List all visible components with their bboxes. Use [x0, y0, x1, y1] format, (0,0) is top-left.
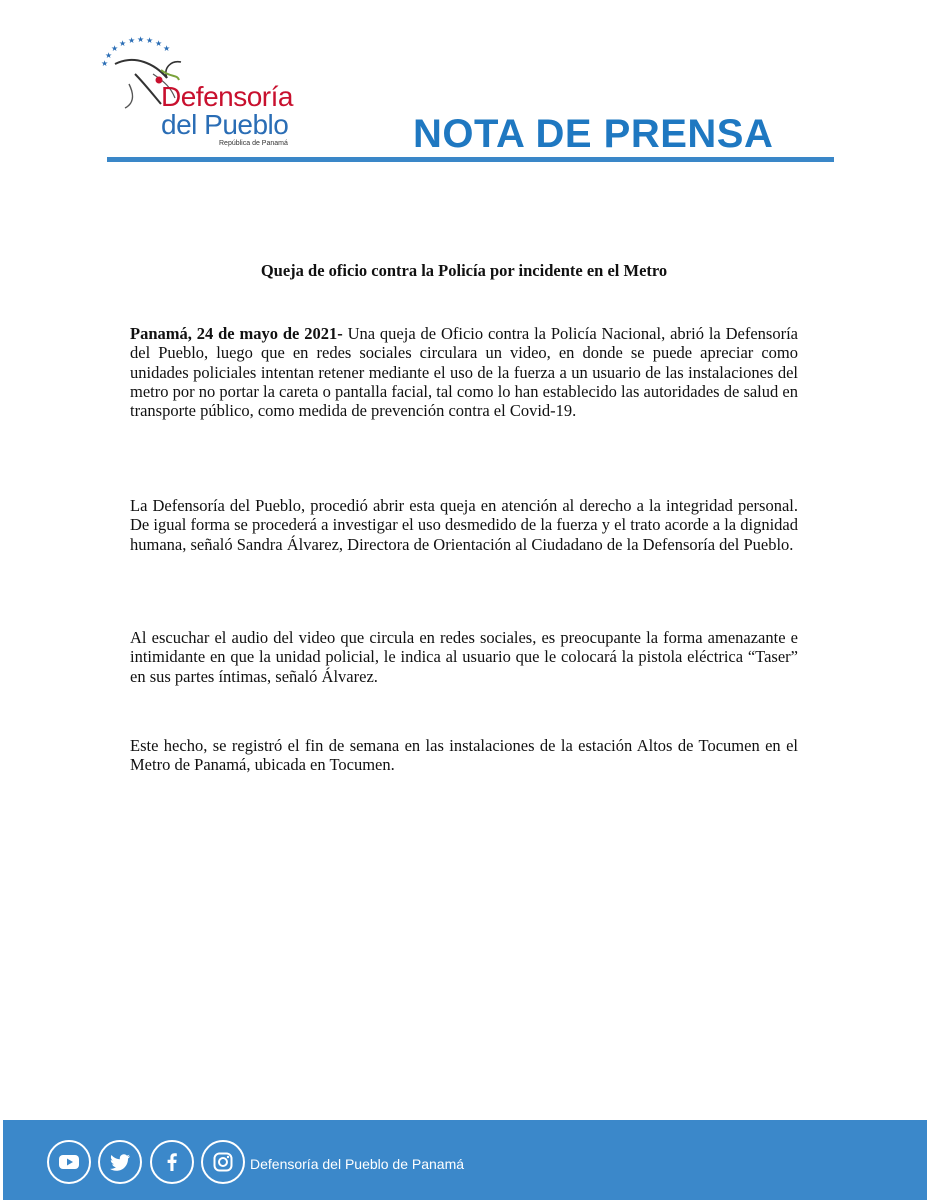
- instagram-icon[interactable]: [201, 1140, 245, 1184]
- svg-text:★: ★: [155, 39, 163, 48]
- svg-text:★: ★: [101, 59, 109, 68]
- footer-organization-name: Defensoría del Pueblo de Panamá: [250, 1156, 465, 1172]
- article-headline: Queja de oficio contra la Policía por incidente en el Metro: [260, 261, 668, 280]
- twitter-icon[interactable]: [98, 1140, 142, 1184]
- svg-text:★: ★: [163, 44, 171, 53]
- dateline: Panamá, 24 de mayo de 2021-: [130, 324, 343, 343]
- article-paragraph-2: La Defensoría del Pueblo, procedió abrir esta queja en atención al derecho a la integridad personal. De igual forma se procederá a investigar el uso desmedido de la fuerza y el trato acorde a la dignidad humana, señaló Sandra Álvarez, Directora de Orientación al Ciudadano de la Defensoría del Pueblo.: [130, 496, 798, 554]
- paragraph-1-text: Una queja de Oficio contra la Policía Nacional, abrió la Defensoría del Pueblo, luego que en redes sociales circulara un video, en donde se puede apreciar como unidades policiales intentan retener mediante el uso de la fuerza a un usuario de las instalaciones del metro por no portar la careta o pantalla facial, tal como lo han establecido las autoridades de salud en transporte público, como medida de prevención contra el Covid-19.: [130, 324, 798, 421]
- article-paragraph-3: Al escuchar el audio del video que circula en redes sociales, es preocupante la forma amenazante e intimidante en que la unidad policial, le indica al usuario que le colocará la pistola eléctrica “Taser” en sus partes íntimas, señaló Álvarez.: [130, 628, 798, 686]
- svg-text:★: ★: [111, 44, 119, 53]
- svg-text:★: ★: [146, 36, 154, 45]
- header-divider: [107, 157, 834, 162]
- svg-text:★: ★: [105, 51, 113, 60]
- svg-text:★: ★: [137, 35, 145, 44]
- logo-subtitle: República de Panamá: [219, 140, 288, 147]
- logo-text-line2: del Pueblo: [161, 109, 289, 140]
- logo-text-line1: Defensoría: [161, 81, 293, 112]
- youtube-icon[interactable]: [47, 1140, 91, 1184]
- logo: [95, 34, 325, 154]
- press-release-title: NOTA DE PRENSA: [413, 112, 774, 156]
- facebook-icon[interactable]: [150, 1140, 194, 1184]
- article-paragraph-4: Este hecho, se registró el fin de semana en las instalaciones de la estación Altos de Tocumen en el Metro de Panamá, ubicada en Tocumen.: [130, 736, 798, 775]
- footer-bar: [3, 1120, 927, 1200]
- svg-text:★: ★: [128, 36, 136, 45]
- svg-text:★: ★: [119, 39, 127, 48]
- article-paragraph-1: [130, 324, 798, 420]
